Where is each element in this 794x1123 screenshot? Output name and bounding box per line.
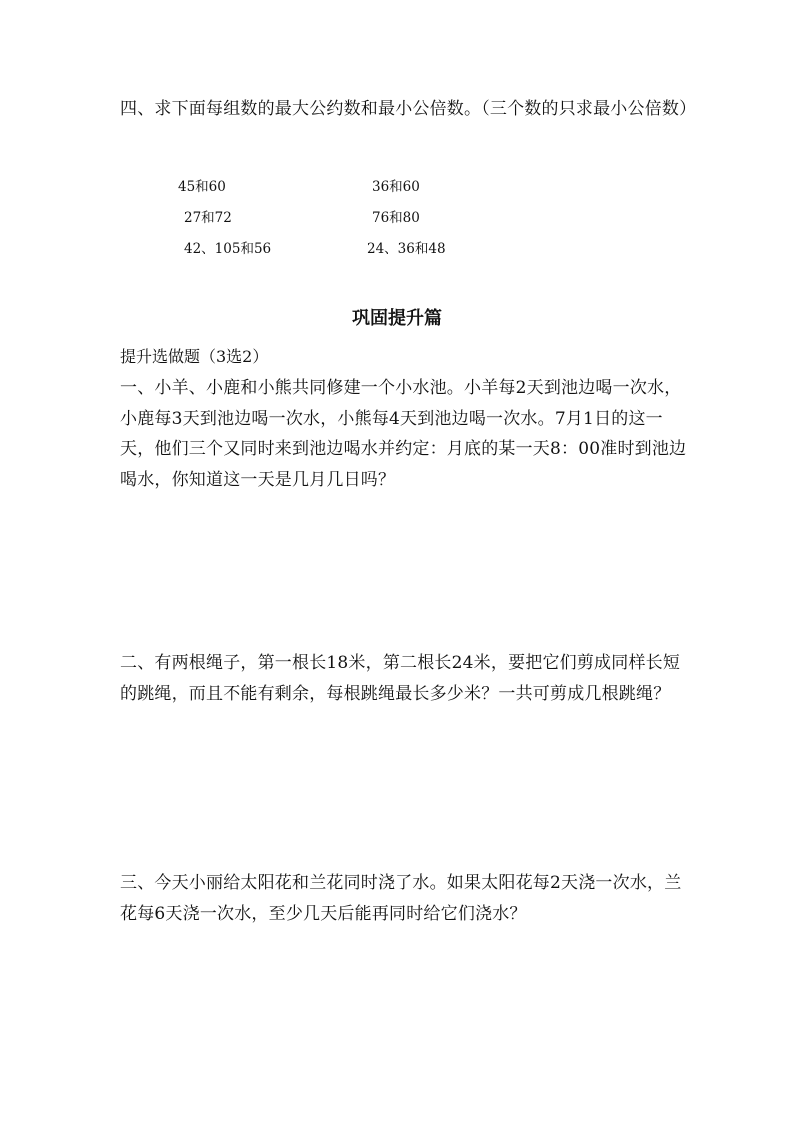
part4-heading: 四、求下面每组数的最大公约数和最小公倍数。（三个数的只求最小公倍数） bbox=[120, 99, 697, 119]
pair-row bbox=[0, 175, 794, 195]
problem-1: 一、小羊、小鹿和小熊共同修建一个小水池。小羊每2天到池边喝一次水，小鹿每3天到池边喝一次水，小熊每4天到池边喝一次水。7月1日的这一天，他们三个又同时来到池边喝水并约定：月底的某一天8：00准时到池边喝水，你知道这一天是几月几日吗？ bbox=[120, 378, 687, 490]
problem-3: 三、今天小丽给太阳花和兰花同时浇了水。如果太阳花每2天浇一次水，兰花每6天浇一次水，至少几天后能再同时给它们浇水？ bbox=[120, 873, 682, 924]
sub-heading: 提升选做题（3选2） bbox=[120, 347, 269, 366]
pair-row bbox=[0, 237, 794, 257]
pair-left: 45和60 bbox=[178, 179, 226, 195]
pair-right: 76和80 bbox=[372, 210, 420, 226]
pair-left: 42、105和56 bbox=[184, 241, 272, 257]
pair-right: 24、36和48 bbox=[367, 241, 446, 257]
problem-2: 二、有两根绳子，第一根长18米，第二根长24米，要把它们剪成同样长短的跳绳，而且不能有剩余，每根跳绳最长多少米？一共可剪成几根跳绳？ bbox=[120, 653, 681, 704]
pair-left: 27和72 bbox=[184, 210, 232, 226]
pair-right: 36和60 bbox=[372, 179, 420, 195]
section-title: 巩固提升篇 bbox=[352, 308, 442, 329]
pair-row bbox=[0, 206, 794, 226]
